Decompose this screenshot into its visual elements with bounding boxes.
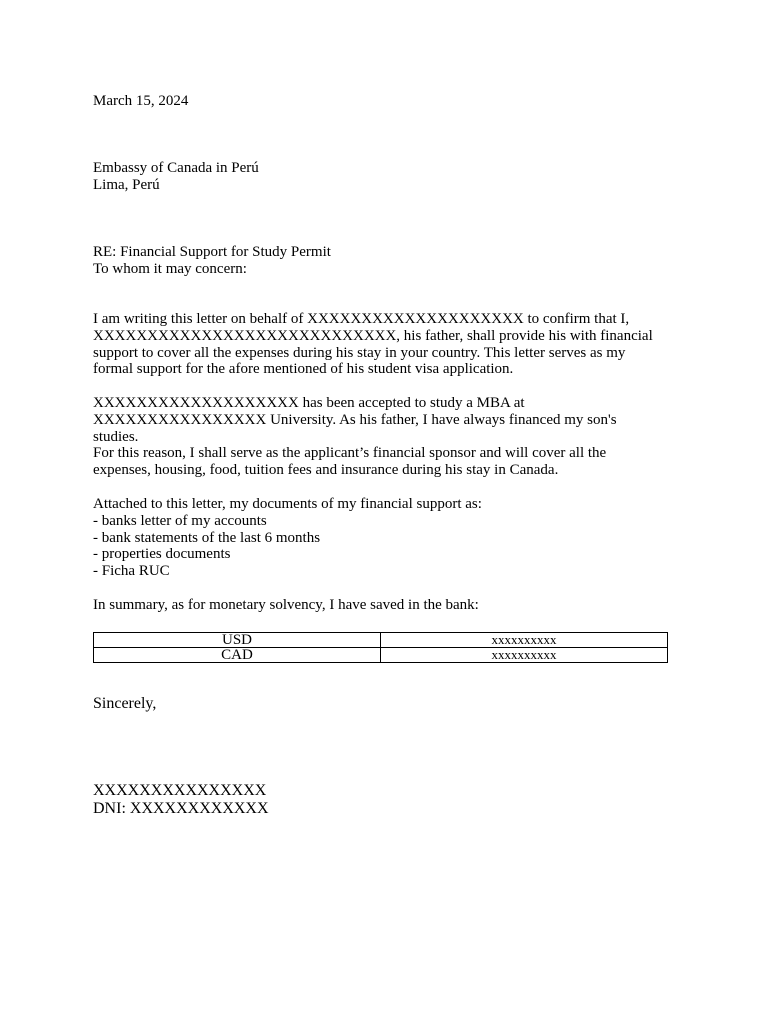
paragraph-1-line: XXXXXXXXXXXXXXXXXXXXXXXXXXXX, his father, shall provide his with financial (93, 327, 653, 344)
attachment-item: - properties documents (93, 546, 231, 563)
recipient-line-2: Lima, Perú (93, 176, 160, 193)
attachment-item: - Ficha RUC (93, 563, 170, 580)
attachments-block (93, 496, 673, 580)
amount-cell: xxxxxxxxxx (381, 648, 668, 663)
salutation: To whom it may concern: (93, 260, 247, 277)
summary-text: In summary, as for monetary solvency, I have saved in the bank: (93, 597, 479, 613)
paragraph-1 (93, 311, 673, 378)
signature-block (93, 782, 673, 818)
letter-date (93, 93, 673, 110)
signature-name: XXXXXXXXXXXXXXX (93, 782, 267, 799)
summary-block (93, 597, 673, 614)
amount-cell: xxxxxxxxxx (381, 633, 668, 648)
paragraph-2 (93, 395, 673, 479)
recipient-line-1: Embassy of Canada in Perú (93, 160, 259, 176)
subject-block (93, 244, 673, 278)
signature-dni: DNI: XXXXXXXXXXXX (93, 800, 269, 817)
closing-text: Sincerely, (93, 695, 157, 712)
attachments-intro: Attached to this letter, my documents of my financial support as: (93, 496, 482, 512)
paragraph-2-line: studies. (93, 428, 139, 445)
paragraph-2-line: For this reason, I shall serve as the applicant’s financial sponsor and will cover all the (93, 445, 607, 462)
currency-cell: USD (94, 633, 381, 648)
paragraph-1-line: formal support for the afore mentioned of his student visa application. (93, 361, 514, 378)
subject-line: RE: Financial Support for Study Permit (93, 244, 331, 260)
paragraph-2-line: XXXXXXXXXXXXXXXX University. As his father, I have always financed my son's (93, 411, 617, 428)
recipient-address (93, 160, 673, 194)
attachment-item: - banks letter of my accounts (93, 512, 267, 529)
paragraph-1-line: support to cover all the expenses during his stay in your country. This letter serves as my (93, 344, 626, 361)
paragraph-2-line: expenses, housing, food, tuition fees and insurance during his stay in Canada. (93, 462, 559, 479)
closing-block (93, 695, 673, 713)
table-row (94, 648, 668, 663)
date-text: March 15, 2024 (93, 93, 189, 109)
savings-table (93, 632, 668, 663)
attachment-item: - bank statements of the last 6 months (93, 529, 321, 546)
currency-cell: CAD (94, 648, 381, 663)
table-row (94, 633, 668, 648)
paragraph-2-line: XXXXXXXXXXXXXXXXXXX has been accepted to study a MBA at (93, 395, 525, 411)
paragraph-1-line: I am writing this letter on behalf of XXXXXXXXXXXXXXXXXXXX to confirm that I, (93, 311, 630, 327)
